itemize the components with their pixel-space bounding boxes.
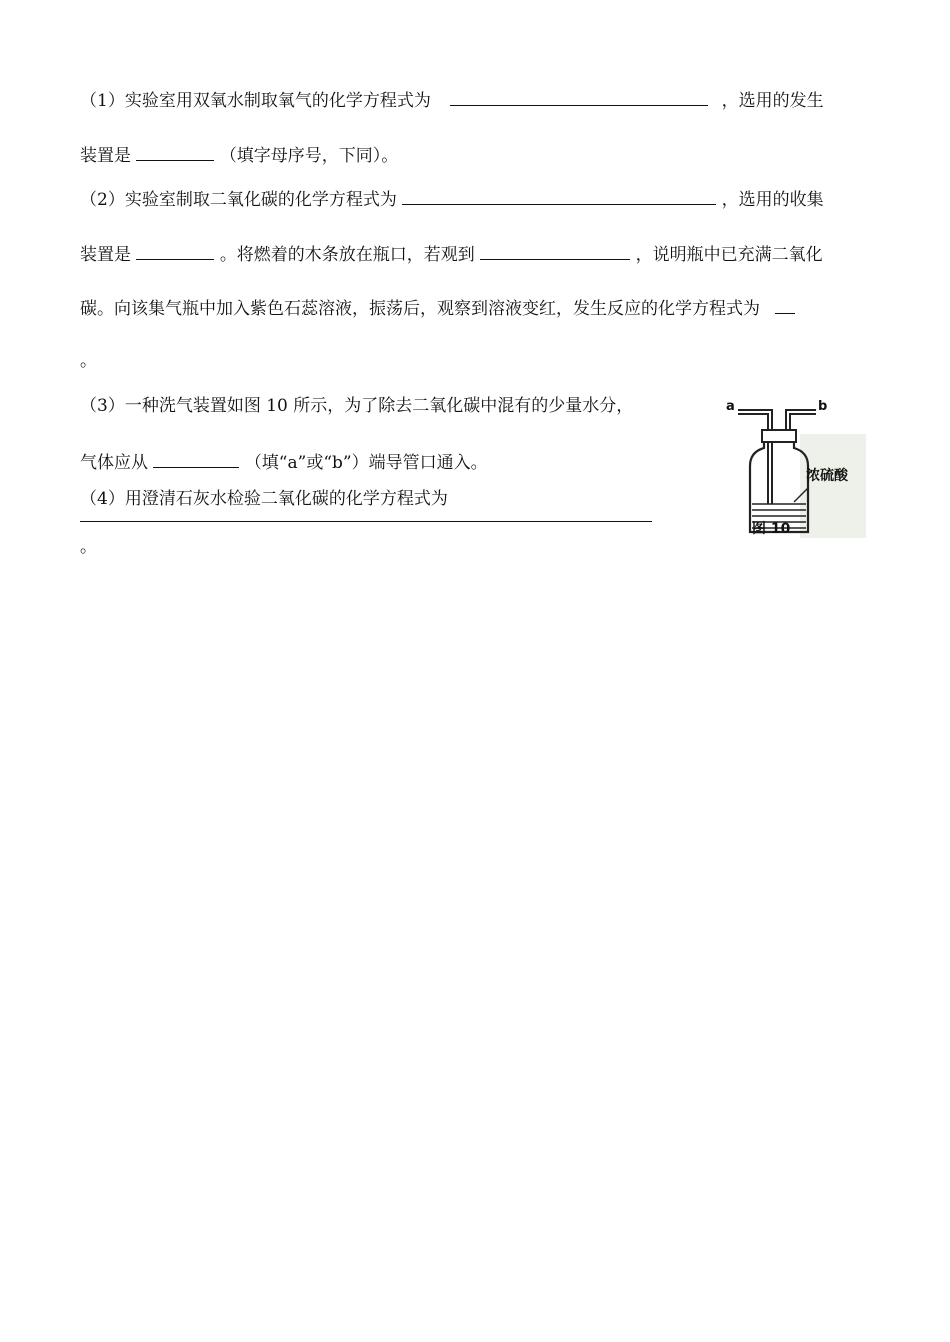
q4-text-a: （4）用澄清石灰水检验二氧化碳的化学方程式为 (80, 489, 448, 509)
q1-equation-blank[interactable] (450, 88, 708, 106)
q2-equation-blank[interactable] (402, 187, 716, 205)
figure-caption: 图 10 (752, 521, 791, 537)
q4-period: 。 (80, 537, 97, 557)
q2-line-4 (80, 350, 97, 372)
q2-observation-blank[interactable] (480, 242, 630, 260)
q3-inlet-blank[interactable] (153, 450, 239, 468)
q2-text-f: 碳。向该集气瓶中加入紫色石蕊溶液，振荡后，观察到溶液变红，发生反应的化学方程式为 (80, 299, 760, 319)
q1-text-c: 装置是 (80, 146, 131, 166)
q2-line-3 (80, 296, 795, 320)
q1-device-blank[interactable] (136, 143, 214, 161)
tube-label-a: a (726, 399, 735, 414)
q3-text-a: （3）一种洗气装置如图 10 所示，为了除去二氧化碳中混有的少量水分， (80, 396, 634, 416)
q2-text-a: （2）实验室制取二氧化碳的化学方程式为 (80, 190, 397, 210)
q2-text-c: 装置是 (80, 245, 131, 265)
q3-text-c: （填“a”或“b”）端导管口通入。 (244, 453, 488, 473)
acid-label: 浓硫酸 (806, 468, 848, 484)
q2-line-1 (80, 187, 824, 211)
q3-line-2 (80, 450, 488, 474)
q2-line-2 (80, 242, 823, 266)
q3-line-1 (80, 395, 633, 417)
q1-line-1 (80, 88, 824, 112)
gas-washing-bottle-drawing (716, 392, 866, 542)
gas-washing-bottle-figure (716, 392, 866, 542)
q2-text-b: ，选用的收集 (721, 190, 824, 210)
tube-label-b: b (818, 399, 828, 414)
q1-line-2 (80, 143, 398, 167)
q2-reaction-blank[interactable] (775, 296, 795, 314)
q4-line-2 (80, 536, 97, 558)
q2-text-e: ，说明瓶中已充满二氧化 (635, 245, 823, 265)
q3-text-b: 气体应从 (80, 453, 148, 473)
q1-text-d: （填字母序号，下同）。 (219, 146, 399, 166)
q4-line-1 (80, 488, 448, 510)
q2-period: 。 (80, 351, 97, 371)
q2-collector-blank[interactable] (136, 242, 214, 260)
q1-text-b: ，选用的发生 (721, 91, 824, 111)
q1-text-a: （1）实验室用双氧水制取氧气的化学方程式为 (80, 91, 431, 111)
q2-text-d: 。将燃着的木条放在瓶口，若观到 (219, 245, 475, 265)
q4-equation-blank[interactable] (80, 521, 652, 522)
